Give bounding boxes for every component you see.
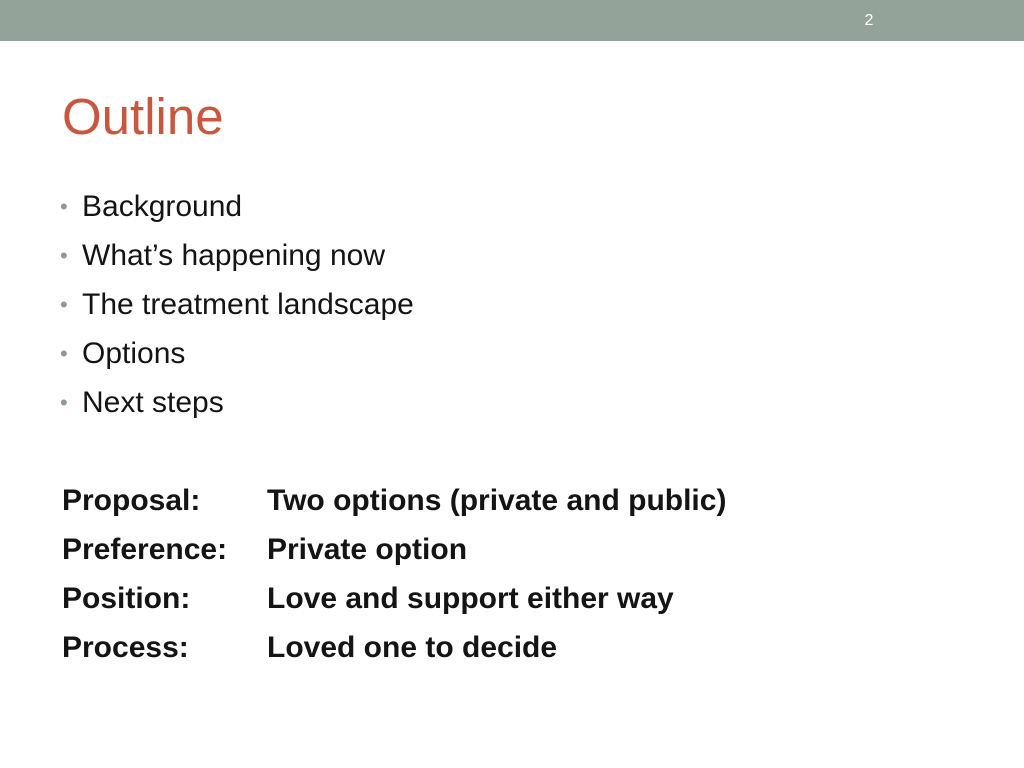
outline-item (60, 182, 414, 231)
summary-value: Two options (private and public) (267, 484, 727, 517)
summary-label: Position: (62, 582, 191, 615)
outline-item-label: The treatment landscape (82, 288, 414, 321)
slide-title: Outline (62, 88, 224, 145)
outline-item (60, 280, 414, 329)
bullet-icon: • (60, 243, 68, 268)
summary-row (62, 574, 726, 623)
bullet-icon: • (60, 341, 68, 366)
summary-block (62, 476, 726, 672)
summary-row (62, 476, 726, 525)
outline-item-label: What’s happening now (82, 239, 385, 272)
outline-list (60, 182, 414, 427)
outline-item (60, 231, 414, 280)
slide-number: 2 (864, 12, 874, 29)
outline-item-label: Options (82, 337, 186, 370)
bullet-icon: • (60, 390, 68, 415)
header-bar (0, 0, 1024, 41)
summary-value: Private option (267, 533, 468, 566)
summary-value: Loved one to decide (267, 631, 558, 664)
bullet-icon: • (60, 292, 68, 317)
summary-label: Proposal: (62, 484, 201, 517)
outline-item-label: Next steps (82, 386, 224, 419)
outline-item (60, 329, 414, 378)
summary-row (62, 525, 726, 574)
summary-row (62, 623, 726, 672)
summary-label: Process: (62, 631, 189, 664)
outline-item-label: Background (82, 190, 243, 223)
bullet-icon: • (60, 194, 68, 219)
summary-label: Preference: (62, 533, 228, 566)
outline-item (60, 378, 414, 427)
summary-value: Love and support either way (267, 582, 674, 615)
